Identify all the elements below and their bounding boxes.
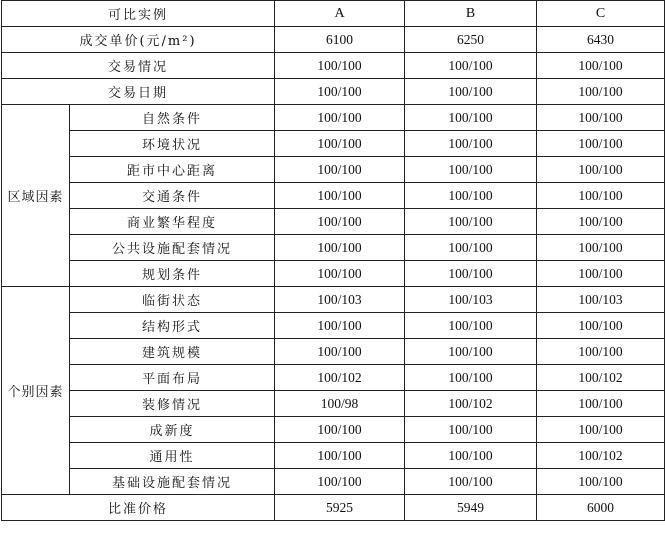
table-row bbox=[2, 261, 665, 287]
cell-a: 100/100 bbox=[275, 183, 405, 209]
row-label: 交易日期 bbox=[2, 79, 275, 105]
cell-b: 100/100 bbox=[405, 313, 537, 339]
col-c-header: C bbox=[537, 1, 665, 27]
cell-c: 100/100 bbox=[537, 339, 665, 365]
row-label: 装修情况 bbox=[70, 391, 275, 417]
result-row bbox=[2, 495, 665, 521]
cell-a: 100/100 bbox=[275, 105, 405, 131]
cell-a: 100/100 bbox=[275, 417, 405, 443]
cell-c: 100/100 bbox=[537, 105, 665, 131]
cell-c: 100/102 bbox=[537, 365, 665, 391]
price-label: 成交单价(元/m²) bbox=[2, 27, 275, 53]
table-row bbox=[2, 365, 665, 391]
price-b: 6250 bbox=[405, 27, 537, 53]
cell-a: 100/100 bbox=[275, 261, 405, 287]
cell-c: 100/100 bbox=[537, 157, 665, 183]
cell-b: 100/100 bbox=[405, 235, 537, 261]
cell-b: 100/100 bbox=[405, 157, 537, 183]
cell-a: 100/100 bbox=[275, 79, 405, 105]
cell-c: 100/100 bbox=[537, 79, 665, 105]
result-c: 6000 bbox=[537, 495, 665, 521]
row-label: 商业繁华程度 bbox=[70, 209, 275, 235]
col-b-header: B bbox=[405, 1, 537, 27]
result-b: 5949 bbox=[405, 495, 537, 521]
col-a-header: A bbox=[275, 1, 405, 27]
group-label-individual: 个别因素 bbox=[2, 287, 70, 495]
price-a: 6100 bbox=[275, 27, 405, 53]
cell-a: 100/103 bbox=[275, 287, 405, 313]
table-row bbox=[2, 105, 665, 131]
table-row bbox=[2, 417, 665, 443]
comparison-table bbox=[1, 0, 665, 521]
cell-c: 100/100 bbox=[537, 469, 665, 495]
table-row bbox=[2, 79, 665, 105]
table-row bbox=[2, 235, 665, 261]
cell-a: 100/98 bbox=[275, 391, 405, 417]
cell-b: 100/103 bbox=[405, 287, 537, 313]
header-label: 可比实例 bbox=[2, 1, 275, 27]
table-row bbox=[2, 131, 665, 157]
row-label: 交通条件 bbox=[70, 183, 275, 209]
table-row bbox=[2, 339, 665, 365]
row-label: 平面布局 bbox=[70, 365, 275, 391]
cell-b: 100/100 bbox=[405, 79, 537, 105]
cell-b: 100/100 bbox=[405, 261, 537, 287]
cell-a: 100/102 bbox=[275, 365, 405, 391]
cell-c: 100/100 bbox=[537, 209, 665, 235]
table-row bbox=[2, 391, 665, 417]
cell-a: 100/100 bbox=[275, 313, 405, 339]
row-label: 结构形式 bbox=[70, 313, 275, 339]
row-label: 自然条件 bbox=[70, 105, 275, 131]
cell-b: 100/100 bbox=[405, 365, 537, 391]
cell-b: 100/100 bbox=[405, 209, 537, 235]
group-label-regional: 区域因素 bbox=[2, 105, 70, 287]
cell-c: 100/100 bbox=[537, 391, 665, 417]
cell-a: 100/100 bbox=[275, 469, 405, 495]
cell-a: 100/100 bbox=[275, 209, 405, 235]
price-c: 6430 bbox=[537, 27, 665, 53]
cell-b: 100/102 bbox=[405, 391, 537, 417]
table-row bbox=[2, 469, 665, 495]
cell-a: 100/100 bbox=[275, 235, 405, 261]
cell-c: 100/100 bbox=[537, 235, 665, 261]
row-label: 交易情况 bbox=[2, 53, 275, 79]
cell-c: 100/100 bbox=[537, 261, 665, 287]
cell-a: 100/100 bbox=[275, 53, 405, 79]
cell-c: 100/103 bbox=[537, 287, 665, 313]
table-row bbox=[2, 287, 665, 313]
cell-b: 100/100 bbox=[405, 469, 537, 495]
table-row bbox=[2, 443, 665, 469]
cell-b: 100/100 bbox=[405, 443, 537, 469]
cell-c: 100/100 bbox=[537, 131, 665, 157]
table-row bbox=[2, 209, 665, 235]
cell-a: 100/100 bbox=[275, 443, 405, 469]
cell-a: 100/100 bbox=[275, 339, 405, 365]
cell-b: 100/100 bbox=[405, 53, 537, 79]
row-label: 距市中心距离 bbox=[70, 157, 275, 183]
row-label: 基础设施配套情况 bbox=[70, 469, 275, 495]
cell-b: 100/100 bbox=[405, 417, 537, 443]
cell-c: 100/100 bbox=[537, 313, 665, 339]
price-row bbox=[2, 27, 665, 53]
table-row bbox=[2, 157, 665, 183]
cell-b: 100/100 bbox=[405, 339, 537, 365]
cell-b: 100/100 bbox=[405, 105, 537, 131]
cell-b: 100/100 bbox=[405, 131, 537, 157]
row-label: 成新度 bbox=[70, 417, 275, 443]
cell-a: 100/100 bbox=[275, 131, 405, 157]
cell-c: 100/102 bbox=[537, 443, 665, 469]
row-label: 环境状况 bbox=[70, 131, 275, 157]
row-label: 公共设施配套情况 bbox=[70, 235, 275, 261]
cell-c: 100/100 bbox=[537, 417, 665, 443]
header-row bbox=[2, 1, 665, 27]
cell-c: 100/100 bbox=[537, 183, 665, 209]
cell-a: 100/100 bbox=[275, 157, 405, 183]
row-label: 临街状态 bbox=[70, 287, 275, 313]
row-label: 规划条件 bbox=[70, 261, 275, 287]
table-row bbox=[2, 313, 665, 339]
cell-c: 100/100 bbox=[537, 53, 665, 79]
result-label: 比准价格 bbox=[2, 495, 275, 521]
table-row bbox=[2, 53, 665, 79]
result-a: 5925 bbox=[275, 495, 405, 521]
table-row bbox=[2, 183, 665, 209]
row-label: 建筑规模 bbox=[70, 339, 275, 365]
row-label: 通用性 bbox=[70, 443, 275, 469]
cell-b: 100/100 bbox=[405, 183, 537, 209]
